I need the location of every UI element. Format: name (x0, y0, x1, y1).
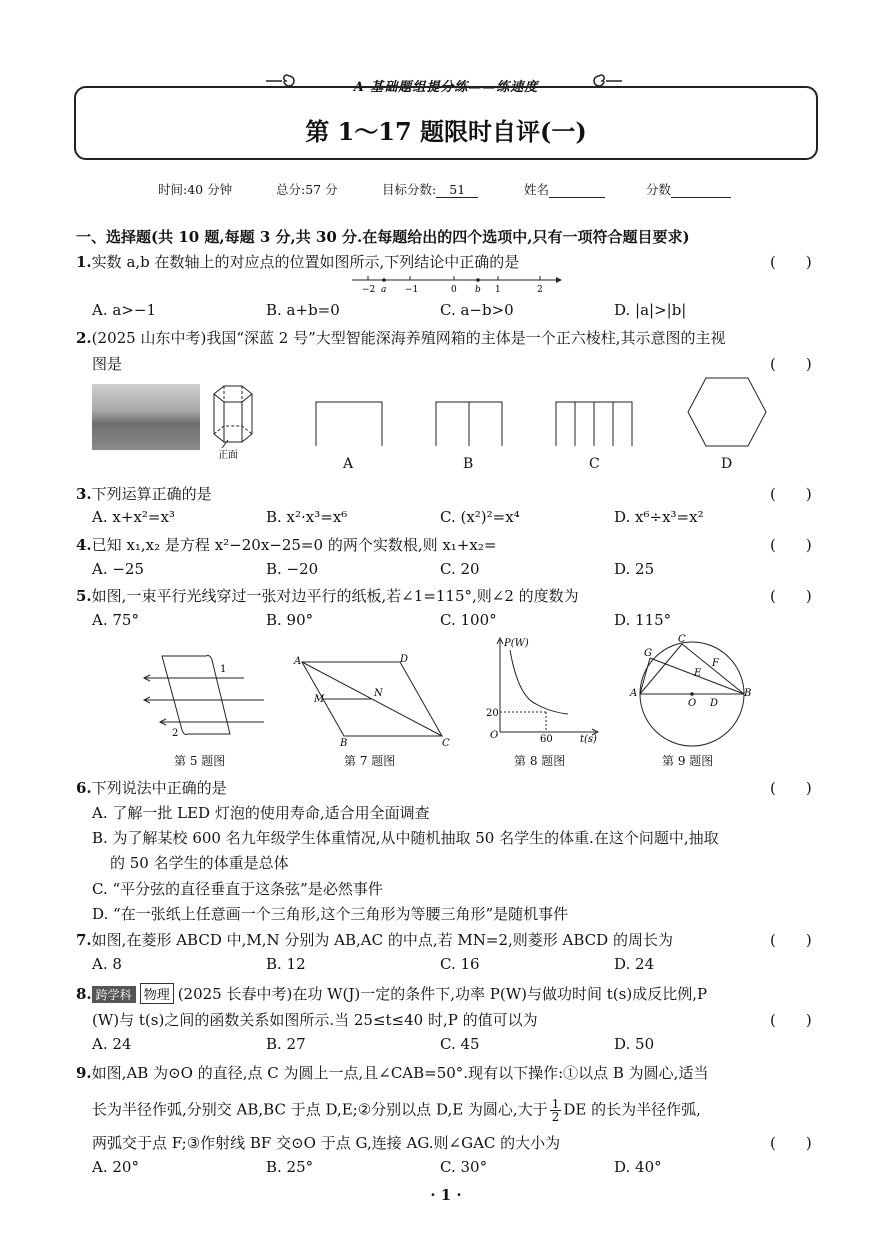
answer-bracket-4[interactable]: ( ) (770, 536, 812, 554)
page-title: 第 1～17 题限时自评(一) (305, 117, 587, 146)
option-8a[interactable]: A. 24 (92, 1035, 132, 1053)
page-number: · 1 · (430, 1186, 462, 1204)
option-8d[interactable]: D. 50 (614, 1035, 655, 1053)
question-1: 1.实数 a,b 在数轴上的对应点的位置如图所示,下列结论中正确的是 (76, 253, 520, 271)
figure-5 (140, 650, 266, 742)
option-4b[interactable]: B. −20 (266, 560, 319, 578)
score-blank[interactable] (671, 182, 731, 198)
angle-label: 1 (220, 664, 227, 675)
figure-7-caption: 第 7 题图 (344, 754, 396, 768)
question-9: 9.如图,AB 为⊙O 的直径,点 C 为圆上一点,且∠CAB=50°.现有以下操作:①以点 B 为圆心,适当 (76, 1064, 709, 1082)
option-3b[interactable]: B. x²·x³=x⁶ (266, 508, 348, 526)
point-label: F (712, 658, 719, 669)
option-2b-view[interactable] (434, 400, 504, 446)
axis-label: 20 (486, 708, 499, 719)
figure-8-caption: 第 8 题图 (514, 754, 566, 768)
aquaculture-cage-photo (92, 384, 200, 450)
question-2: 2.(2025 山东中考)我国“深蓝 2 号”大型智能深海养殖网箱的主体是一个正六棱柱,其示意图的主视 (76, 329, 726, 347)
axis-label: 1 (495, 285, 501, 295)
option-1b[interactable]: B. a+b=0 (266, 301, 340, 319)
option-9d[interactable]: D. 40° (614, 1158, 662, 1176)
option-8c[interactable]: C. 45 (440, 1035, 480, 1053)
question-8-cont: (W)与 t(s)之间的函数关系如图所示.当 25≤t≤40 时,P 的值可以为 (92, 1011, 538, 1029)
option-6c[interactable]: C. “平分弦的直径垂直于这条弦”是必然事件 (92, 880, 383, 898)
option-3d[interactable]: D. x⁶÷x³=x² (614, 508, 704, 526)
vertex-label: M (314, 694, 325, 705)
option-7d[interactable]: D. 24 (614, 955, 655, 973)
option-1c[interactable]: C. a−b>0 (440, 301, 514, 319)
option-6b-cont: 的 50 名学生的体重是总体 (110, 854, 289, 872)
option-5d[interactable]: D. 115° (614, 611, 672, 629)
hexagonal-prism-figure (204, 384, 264, 460)
option-2d-label[interactable]: D (721, 456, 733, 472)
total-label: 总分:57 分 (276, 182, 338, 197)
option-1d[interactable]: D. |a|>|b| (614, 301, 687, 319)
option-2d-view[interactable] (686, 376, 768, 448)
answer-bracket-7[interactable]: ( ) (770, 931, 812, 949)
option-3c[interactable]: C. (x²)²=x⁴ (440, 508, 520, 526)
number-line-figure (350, 272, 562, 294)
section-banner: A 基础题组提分练——练速度 (353, 80, 539, 95)
point-label: A (630, 688, 638, 699)
option-4d[interactable]: D. 25 (614, 560, 655, 578)
axis-label: O (490, 730, 499, 741)
figure-5-caption: 第 5 题图 (174, 754, 226, 768)
answer-bracket-5[interactable]: ( ) (770, 587, 812, 605)
option-2b-label[interactable]: B (463, 456, 474, 472)
axis-label: t(s) (580, 734, 597, 745)
answer-bracket-8[interactable]: ( ) (770, 1011, 812, 1029)
question-4: 4.已知 x₁,x₂ 是方程 x²−20x−25=0 的两个实数根,则 x₁+x₂= (76, 536, 497, 554)
axis-label: 2 (537, 285, 543, 295)
figure-8 (484, 634, 604, 745)
axis-label: −1 (405, 285, 419, 295)
point-label: D (710, 698, 719, 709)
point-label: C (678, 634, 686, 645)
option-9c[interactable]: C. 30° (440, 1158, 488, 1176)
axis-label: −2 (362, 285, 376, 295)
target-label: 目标分数: (382, 182, 437, 197)
option-1a[interactable]: A. a>−1 (92, 301, 156, 319)
name-field[interactable] (524, 180, 605, 198)
angle-label: 2 (172, 728, 179, 739)
question-9-line3: 两弧交于点 F;③作射线 BF 交⊙O 于点 G,连接 AG.则∠GAC 的大小为 (92, 1134, 561, 1152)
option-6a[interactable]: A. 了解一批 LED 灯泡的使用寿命,适合用全面调查 (92, 804, 430, 822)
question-5: 5.如图,一束平行光线穿过一张对边平行的纸板,若∠1=115°,则∠2 的度数为 (76, 587, 579, 605)
target-score (382, 180, 478, 198)
section-heading: 一、选择题(共 10 题,每题 3 分,共 30 分.在每题给出的四个选项中,只有一项符合题目要求) (76, 228, 690, 246)
answer-bracket-2[interactable]: ( ) (770, 355, 812, 373)
vertex-label: A (294, 656, 302, 667)
front-label: 正面 (218, 450, 238, 461)
target-value: 51 (436, 182, 478, 198)
point-label: B (744, 688, 752, 699)
answer-bracket-3[interactable]: ( ) (770, 485, 812, 503)
question-3: 3.下列运算正确的是 (76, 485, 212, 503)
point-label: G (644, 648, 652, 659)
name-blank[interactable] (549, 182, 605, 198)
figure-9-caption: 第 9 题图 (662, 754, 714, 768)
option-2c-view[interactable] (554, 400, 634, 446)
vertex-label: N (374, 688, 383, 699)
score-label: 分数 (646, 182, 672, 197)
axis-label: a (381, 285, 387, 295)
vertex-label: D (400, 654, 409, 665)
axis-label: 60 (540, 734, 553, 745)
option-4a[interactable]: A. −25 (92, 560, 145, 578)
physics-tag: 物理 (140, 983, 174, 1004)
option-5a[interactable]: A. 75° (92, 611, 139, 629)
option-7b[interactable]: B. 12 (266, 955, 306, 973)
question-8: 8. 跨学科 物理 (2025 长春中考)在功 W(J)一定的条件下,功率 P(W)与做功时间 t(s)成反比例,P (76, 985, 708, 1003)
answer-bracket-6[interactable]: ( ) (770, 779, 812, 797)
point-label: O (688, 698, 697, 709)
score-field[interactable] (646, 180, 731, 198)
vertex-label: C (442, 738, 450, 749)
cross-subject-tag: 跨学科 (92, 986, 136, 1003)
question-7: 7.如图,在菱形 ABCD 中,M,N 分别为 AB,AC 的中点,若 MN=2,则菱形 ABCD 的周长为 (76, 931, 673, 949)
axis-label: 0 (451, 285, 457, 295)
option-9b[interactable]: B. 25° (266, 1158, 314, 1176)
option-6d[interactable]: D. “在一张纸上任意画一个三角形,这个三角形为等腰三角形”是随机事件 (92, 905, 569, 923)
option-7a[interactable]: A. 8 (92, 955, 122, 973)
axis-label: b (475, 285, 481, 295)
time-label: 时间:40 分钟 (158, 182, 233, 197)
option-7c[interactable]: C. 16 (440, 955, 480, 973)
point-label: E (694, 668, 702, 679)
answer-bracket-9[interactable]: ( ) (770, 1134, 812, 1152)
axis-label: P(W) (504, 638, 529, 649)
option-5c[interactable]: C. 100° (440, 611, 497, 629)
option-2a-view[interactable] (314, 400, 384, 446)
vertex-label: B (340, 738, 348, 749)
option-4c[interactable]: C. 20 (440, 560, 480, 578)
option-3a[interactable]: A. x+x²=x³ (92, 508, 175, 526)
fraction-half: $\frac{1}{2}$ (551, 1097, 560, 1124)
question-9-line2: 长为半径作弧,分别交 AB,BC 于点 D,E;②分别以点 D,E 为圆心,大于 $\frac{1}{2}$ DE 的长为半径作弧, (92, 1097, 701, 1124)
question-6: 6.下列说法中正确的是 (76, 779, 227, 797)
question-2-cont: 图是 (92, 355, 123, 373)
figure-9 (630, 632, 754, 748)
figure-7 (292, 652, 458, 748)
option-2a-label[interactable]: A (343, 456, 354, 472)
option-6b[interactable]: B. 为了解某校 600 名九年级学生体重情况,从中随机抽取 50 名学生的体重.在这个问题中,抽取 (92, 829, 719, 847)
answer-bracket-1[interactable]: ( ) (770, 253, 812, 271)
option-2c-label[interactable]: C (589, 456, 600, 472)
option-5b[interactable]: B. 90° (266, 611, 314, 629)
option-8b[interactable]: B. 27 (266, 1035, 306, 1053)
option-9a[interactable]: A. 20° (92, 1158, 139, 1176)
name-label: 姓名 (524, 182, 550, 197)
